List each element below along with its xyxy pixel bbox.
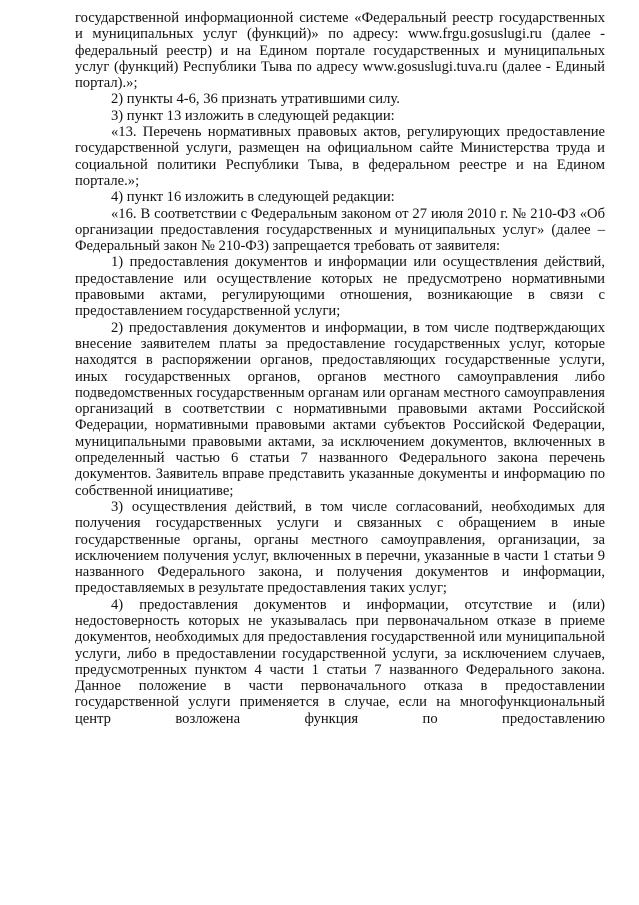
paragraph-subitem-3: 3) осуществления действий, в том числе согласований, необходимых для получения государственных услуги и связанных с обращением в иные государственные органы, органы местного самоуправления, организации, за исключением получения услуг, включенных в перечни, указанные в части 1 статьи 9 названного Федерального закона, и получения документов и информации, предоставляемых в результате предоставления таких услуг; <box>75 498 605 597</box>
paragraph-item-2: 2) пункты 4-6, 36 признать утратившими силу. <box>111 91 400 108</box>
paragraph-subitem-2: 2) предоставления документов и информации, в том числе подтверждающих внесение заявителем платы за предоставление государственных услуг, которые находятся в распоряжении органов, предоставляющих государственные услуги, иных государственных органов, органов местного самоуправления либо подведомственных государственным органам или органам местного самоуправления организаций в соответствии с нормативными правовыми актами Российской Федерации, нормативными правовыми актами субъектов Российской Федерации, муниципальными правовыми актами, за исключением документов, включенных в определенный частью 6 статьи 7 названного Федерального закона перечень документов. Заявитель вправе представить указанные документы и информацию по собственной инициативе; <box>75 319 605 499</box>
paragraph-item-4: 4) пункт 16 изложить в следующей редакции: <box>111 189 395 206</box>
paragraph-point-13: «13. Перечень нормативных правовых актов, регулирующих предоставление государственной услуги, размещен на официальном сайте Министерства труда и социальной политики Республики Тыва, в федеральном реестре и на Едином портале.»; <box>75 124 605 189</box>
paragraph-continuation: государственной информационной системе «Федеральный реестр государственных и муниципальных услуг (функций)» по адресу: www.frgu.gosuslugi.ru (далее - федеральный реестр) и на Едином портале государственных и муниципальных услуг (функций) Республики Тыва по адресу www.gosuslugi.tuva.ru (далее - Единый портал).»; <box>75 10 605 92</box>
paragraph-item-3: 3) пункт 13 изложить в следующей редакции: <box>111 107 395 124</box>
document-page <box>75 10 605 727</box>
paragraph-subitem-1: 1) предоставления документов и информации или осуществления действий, предоставление или осуществление которых не предусмотрено нормативными правовыми актами, регулирующими отношения, возникающие в связи с предоставлением государственной услуги; <box>75 254 605 320</box>
paragraph-point-16: «16. В соответствии с Федеральным законом от 27 июля 2010 г. № 210-ФЗ «Об организации предоставления государственных и муниципальных услуг» (далее – Федеральный закон № 210-ФЗ) запрещается требовать от заявителя: <box>75 205 605 255</box>
paragraph-subitem-4: 4) предоставления документов и информации, отсутствие и (или) недостоверность которых не указывалась при первоначальном отказе в приеме документов, необходимых для предоставления государственной или муниципальной услуги, либо в предоставлении государственной услуги, за исключением случаев, предусмотренных пунктом 4 части 1 статьи 7 названного Федерального закона. Данное положение в части первоначального отказа в предоставлении государственной услуги применяется в случае, если на многофункциональный центр возложена функция по предоставлению <box>75 596 605 727</box>
